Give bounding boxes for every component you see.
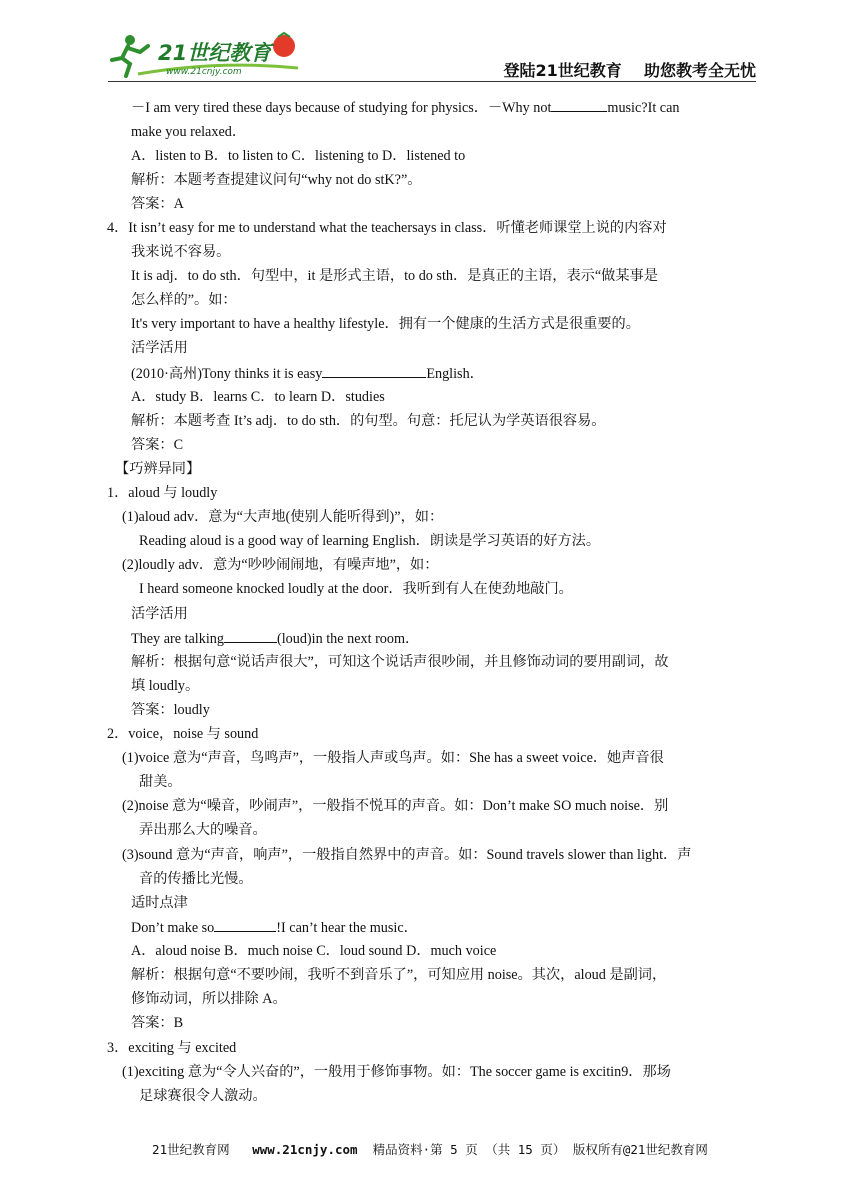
fill-in-blank[interactable] bbox=[224, 629, 277, 643]
text-run: (2010·高州)Tony thinks it is easy bbox=[131, 366, 323, 382]
text-run: 音的传播比光慢。 bbox=[139, 871, 253, 887]
text-line bbox=[131, 605, 188, 623]
footer-url[interactable]: www.21cnjy.com bbox=[252, 1142, 358, 1157]
text-run: Don’t make so bbox=[131, 920, 215, 936]
text-line bbox=[131, 966, 666, 984]
text-run: A．aloud noise B．much noise C．loud sound D．much voice bbox=[131, 943, 497, 959]
text-run: (loud)in the next room． bbox=[276, 631, 420, 647]
text-line bbox=[122, 797, 668, 815]
text-run: It is adj．to do sth．句型中，it 是形式主语，to do sth．是真正的主语，表示“做某事是 bbox=[131, 268, 658, 284]
text-line bbox=[131, 894, 188, 912]
text-run: 1．aloud 与 loudly bbox=[107, 485, 218, 501]
text-run: 解析：根据句意“不要吵闹，我听不到音乐了”，可知应用 noise。其次，aloud 是副词， bbox=[131, 967, 667, 983]
text-run: 2．voice，noise 与 sound bbox=[107, 726, 259, 742]
text-run: 解析：根据句意“说话声很大”，可知这个说话声很吵闹，并且修饰动词的要用副词，故 bbox=[131, 654, 669, 670]
header-slogan: 登陆21世纪教育 助您教考全无忧 bbox=[503, 61, 756, 80]
logo-text: 21世纪教育 bbox=[158, 41, 272, 65]
text-line bbox=[107, 1039, 236, 1057]
text-run: (2)noise 意为“噪音，吵闹声”，一般指不悦耳的声音。如：Don’t make SO much noise．别 bbox=[122, 798, 669, 814]
text-line bbox=[131, 701, 210, 719]
text-line bbox=[131, 388, 385, 406]
text-run: 活学活用 bbox=[131, 606, 188, 622]
text-run: Reading aloud is a good way of learning English．朗读是学习英语的好方法。 bbox=[139, 533, 601, 549]
site-logo bbox=[108, 30, 308, 78]
text-run: (3)sound 意为“声音，响声”，一般指自然界中的声音。如：Sound travels slower than light．声 bbox=[122, 847, 692, 863]
text-line bbox=[131, 677, 199, 695]
text-run: 甜美。 bbox=[139, 774, 182, 790]
text-run: 足球赛很令人激动。 bbox=[139, 1088, 267, 1104]
text-line bbox=[107, 725, 258, 743]
text-run: It's very important to have a healthy lifestyle．拥有一个健康的生活方式是很重要的。 bbox=[131, 316, 640, 332]
text-run: 3．exciting 与 excited bbox=[107, 1040, 237, 1056]
text-line bbox=[139, 1087, 267, 1105]
text-run: 怎么样的”。如： bbox=[131, 292, 237, 308]
logo-url: www.21cnjy.com bbox=[166, 67, 242, 77]
text-run: music?It can bbox=[607, 100, 680, 116]
text-line bbox=[131, 629, 419, 648]
text-run: 填 loudly。 bbox=[131, 678, 200, 694]
text-line bbox=[131, 147, 465, 165]
text-run: A．study B．learns C．to learn D．studies bbox=[131, 389, 385, 405]
footer-page-info: 精品资料·第 5 页 （共 15 页） 版权所有@21世纪教育网 bbox=[357, 1142, 708, 1157]
text-run: (1)exciting 意为“令人兴奋的”，一般用于修饰事物。如：The soccer game is excitin9．那场 bbox=[122, 1064, 671, 1080]
text-run: They are talking bbox=[131, 631, 224, 647]
text-line bbox=[139, 870, 253, 888]
text-run: (2)loudly adv．意为“吵吵闹闹地，有噪声地”，如： bbox=[122, 557, 439, 573]
text-line bbox=[139, 532, 600, 550]
page-footer bbox=[0, 1140, 860, 1158]
text-line bbox=[131, 918, 418, 937]
text-line bbox=[131, 243, 230, 261]
text-line bbox=[139, 773, 182, 791]
text-run: 4．It isn’t easy for me to understand what the teachersays in class．听懂老师课堂上说的内容对 bbox=[107, 220, 667, 236]
text-line bbox=[122, 508, 443, 526]
text-run: 答案：loudly bbox=[131, 702, 210, 718]
text-line bbox=[139, 580, 573, 598]
text-run: 【巧辨异同】 bbox=[115, 461, 201, 477]
text-line bbox=[131, 412, 606, 430]
text-line bbox=[131, 339, 188, 357]
text-line bbox=[131, 123, 246, 141]
text-run: 答案：A bbox=[131, 196, 184, 212]
text-run: 适时点津 bbox=[131, 895, 188, 911]
fill-in-blank[interactable] bbox=[322, 364, 426, 378]
text-run: (1)aloud adv．意为“大声地(使别人能听得到)”，如： bbox=[122, 509, 444, 525]
text-run: make you relaxed． bbox=[131, 124, 247, 140]
text-run: I heard someone knocked loudly at the door．我听到有人在使劲地敲门。 bbox=[139, 581, 573, 597]
text-line bbox=[131, 942, 496, 960]
header-divider bbox=[108, 81, 756, 82]
text-line bbox=[107, 484, 217, 502]
text-run: 解析：本题考查 It’s adj．to do sth．的句型。句意：托尼认为学英语很容易。 bbox=[131, 413, 606, 429]
fill-in-blank[interactable] bbox=[214, 918, 276, 932]
text-line bbox=[139, 821, 267, 839]
text-run: 活学活用 bbox=[131, 340, 188, 356]
text-line bbox=[131, 990, 287, 1008]
text-run: －I am very tired these days because of studying for physics．－Why not bbox=[131, 100, 552, 116]
text-run: !I can’t hear the music． bbox=[276, 920, 418, 936]
text-run: 我来说不容易。 bbox=[131, 244, 231, 260]
text-run: 答案：B bbox=[131, 1015, 184, 1031]
text-line bbox=[122, 846, 691, 864]
text-line bbox=[131, 436, 183, 454]
text-run: 弄出那么大的噪音。 bbox=[139, 822, 267, 838]
text-line bbox=[122, 1063, 671, 1081]
text-line bbox=[131, 267, 658, 285]
text-run: 答案：C bbox=[131, 437, 184, 453]
text-line bbox=[131, 171, 421, 189]
page-header bbox=[108, 28, 756, 84]
text-line bbox=[131, 291, 237, 309]
text-line bbox=[122, 556, 438, 574]
footer-site-name: 21世纪教育网 bbox=[152, 1142, 253, 1157]
text-line bbox=[131, 364, 484, 383]
text-line bbox=[122, 749, 664, 767]
text-run: 解析：本题考查提建议问句“why not do stK?”。 bbox=[131, 172, 422, 188]
text-line bbox=[131, 1014, 183, 1032]
text-run: A．listen to B．to listen to C．listening to D．listened to bbox=[131, 148, 466, 164]
text-run: (1)voice 意为“声音，鸟鸣声”，一般指人声或鸟声。如：She has a sweet voice．她声音很 bbox=[122, 750, 664, 766]
text-line bbox=[131, 98, 680, 117]
text-run: English． bbox=[426, 366, 484, 382]
text-line bbox=[115, 460, 200, 478]
text-line bbox=[131, 195, 184, 213]
text-line bbox=[131, 653, 669, 671]
text-line bbox=[131, 315, 640, 333]
fill-in-blank[interactable] bbox=[551, 98, 607, 112]
text-run: 修饰动词，所以排除 A。 bbox=[131, 991, 287, 1007]
text-line bbox=[107, 219, 667, 237]
